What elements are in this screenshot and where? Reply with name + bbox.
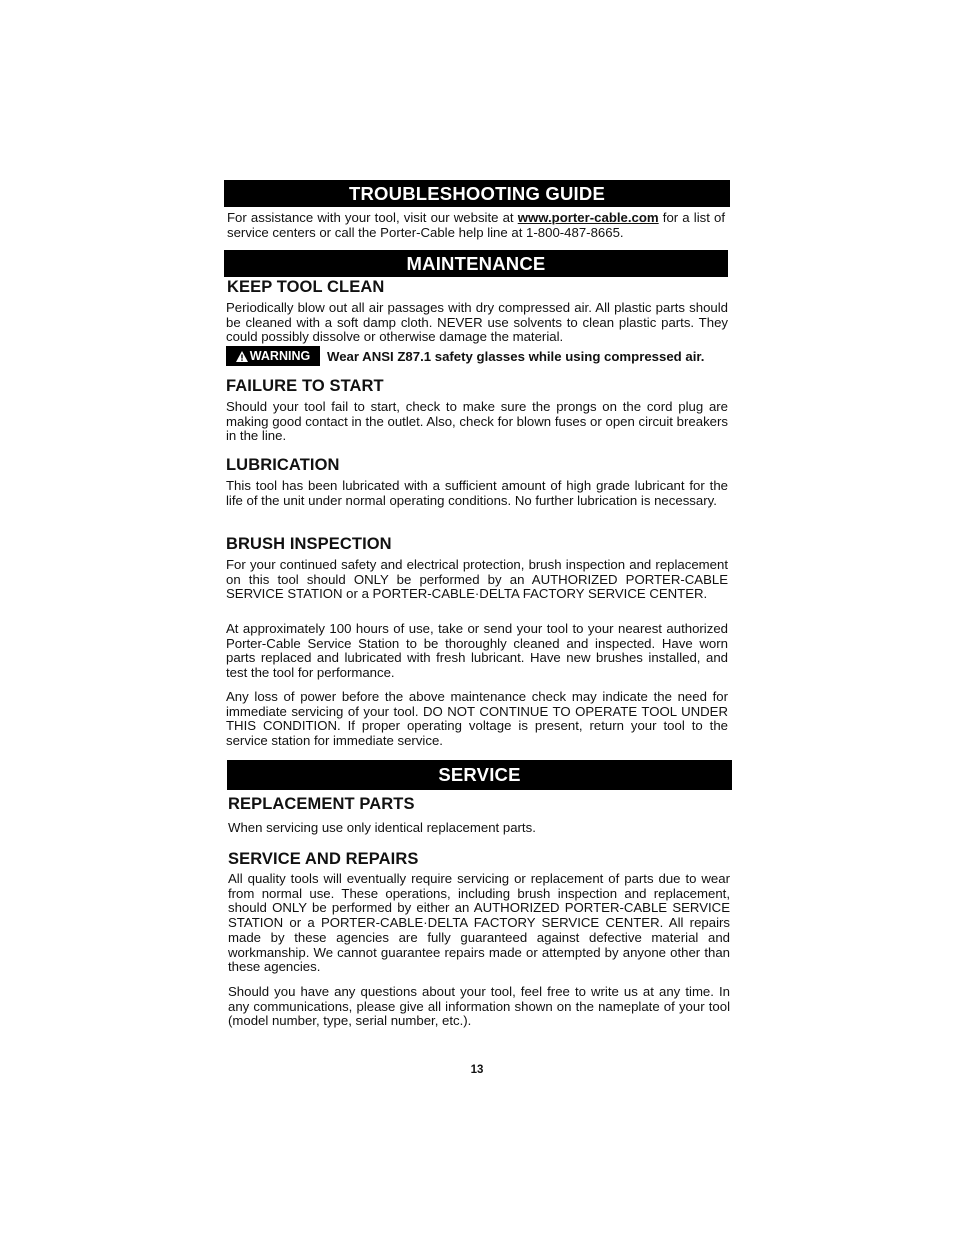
warning-label: WARNING xyxy=(249,349,311,363)
replacement-body: When servicing use only identical replacement parts. xyxy=(228,820,536,835)
keep-clean-body: Periodically blow out all air passages with dry compressed air. All plastic parts should be cleaned with a soft damp cloth. NEVER use solvents to clean plastic parts. They could possibly dissolve or otherwise damage the material. xyxy=(226,300,728,345)
replacement-heading: REPLACEMENT PARTS xyxy=(228,795,415,813)
page-number: 13 xyxy=(470,1064,484,1076)
lubrication-heading: LUBRICATION xyxy=(226,456,340,474)
warning-badge xyxy=(226,346,320,366)
brush-heading: BRUSH INSPECTION xyxy=(226,535,392,553)
repairs-body-2: Should you have any questions about your tool, feel free to write us at any time. In any communications, please give all information shown on the nameplate of your tool (model number, type, serial number, etc.). xyxy=(228,984,730,1029)
service-title-bar xyxy=(227,760,732,790)
failure-body: Should your tool fail to start, check to make sure the prongs on the cord plug are making good contact in the outlet. Also, check for blown fuses or open circuit breakers in the line. xyxy=(226,399,728,444)
warning-text: Wear ANSI Z87.1 safety glasses while using compressed air. xyxy=(327,349,705,364)
brush-body-1: For your continued safety and electrical protection, brush inspection and replacement on this tool should ONLY be performed by an AUTHORIZED PORTER-CABLE SERVICE STATION or a PORTER-CABLE·DELTA FACTORY SERVICE CENTER. xyxy=(226,557,728,602)
repairs-heading: SERVICE AND REPAIRS xyxy=(228,850,419,868)
service-title: SERVICE xyxy=(438,764,521,785)
troubleshooting-text-end: for a list of service centers or call the Porter-Cable help line at 1-800-487-8665. xyxy=(227,210,726,240)
warning-triangle-icon xyxy=(236,351,248,362)
failure-heading: FAILURE TO START xyxy=(226,377,384,395)
repairs-body-1: All quality tools will eventually require servicing or replacement of parts due to wear from normal use. These operations, including brush inspection and replacement, should ONLY be performed by either an AUTHORIZED PORTER-CABLE SERVICE STATION or a PORTER-CABLE·DELTA FACTORY SERVICE CENTER. All repairs made by these agencies are fully guaranteed against defective material and workmanship. We cannot guarantee repairs made or attempted by anyone other than these agencies. xyxy=(228,871,730,975)
lubrication-body: This tool has been lubricated with a sufficient amount of high grade lubricant for the life of the unit under normal operating conditions. No further lubrication is necessary. xyxy=(226,478,728,508)
troubleshooting-text-start: For assistance with your tool, visit our website at xyxy=(227,210,518,225)
brush-body-3: Any loss of power before the above maintenance check may indicate the need for immediate servicing of your tool. DO NOT CONTINUE TO OPERATE TOOL UNDER THIS CONDITION. If proper operating voltage is present, return your tool to the service station for immediate service. xyxy=(226,689,728,749)
website-link[interactable]: www.porter-cable.com xyxy=(517,210,659,225)
troubleshooting-title: TROUBLESHOOTING GUIDE xyxy=(348,183,605,204)
brush-body-2: At approximately 100 hours of use, take or send your tool to your nearest authorized Porter-Cable Service Station to be thoroughly cleaned and inspected. Have worn parts replaced and lubricated with fresh lubricant. Have new brushes installed, and test the tool for performance. xyxy=(226,621,728,681)
keep-clean-heading: KEEP TOOL CLEAN xyxy=(227,278,385,296)
maintenance-title-bar xyxy=(224,250,728,277)
maintenance-title: MAINTENANCE xyxy=(406,253,546,274)
troubleshooting-text xyxy=(227,211,725,240)
troubleshooting-title-bar xyxy=(224,180,730,207)
